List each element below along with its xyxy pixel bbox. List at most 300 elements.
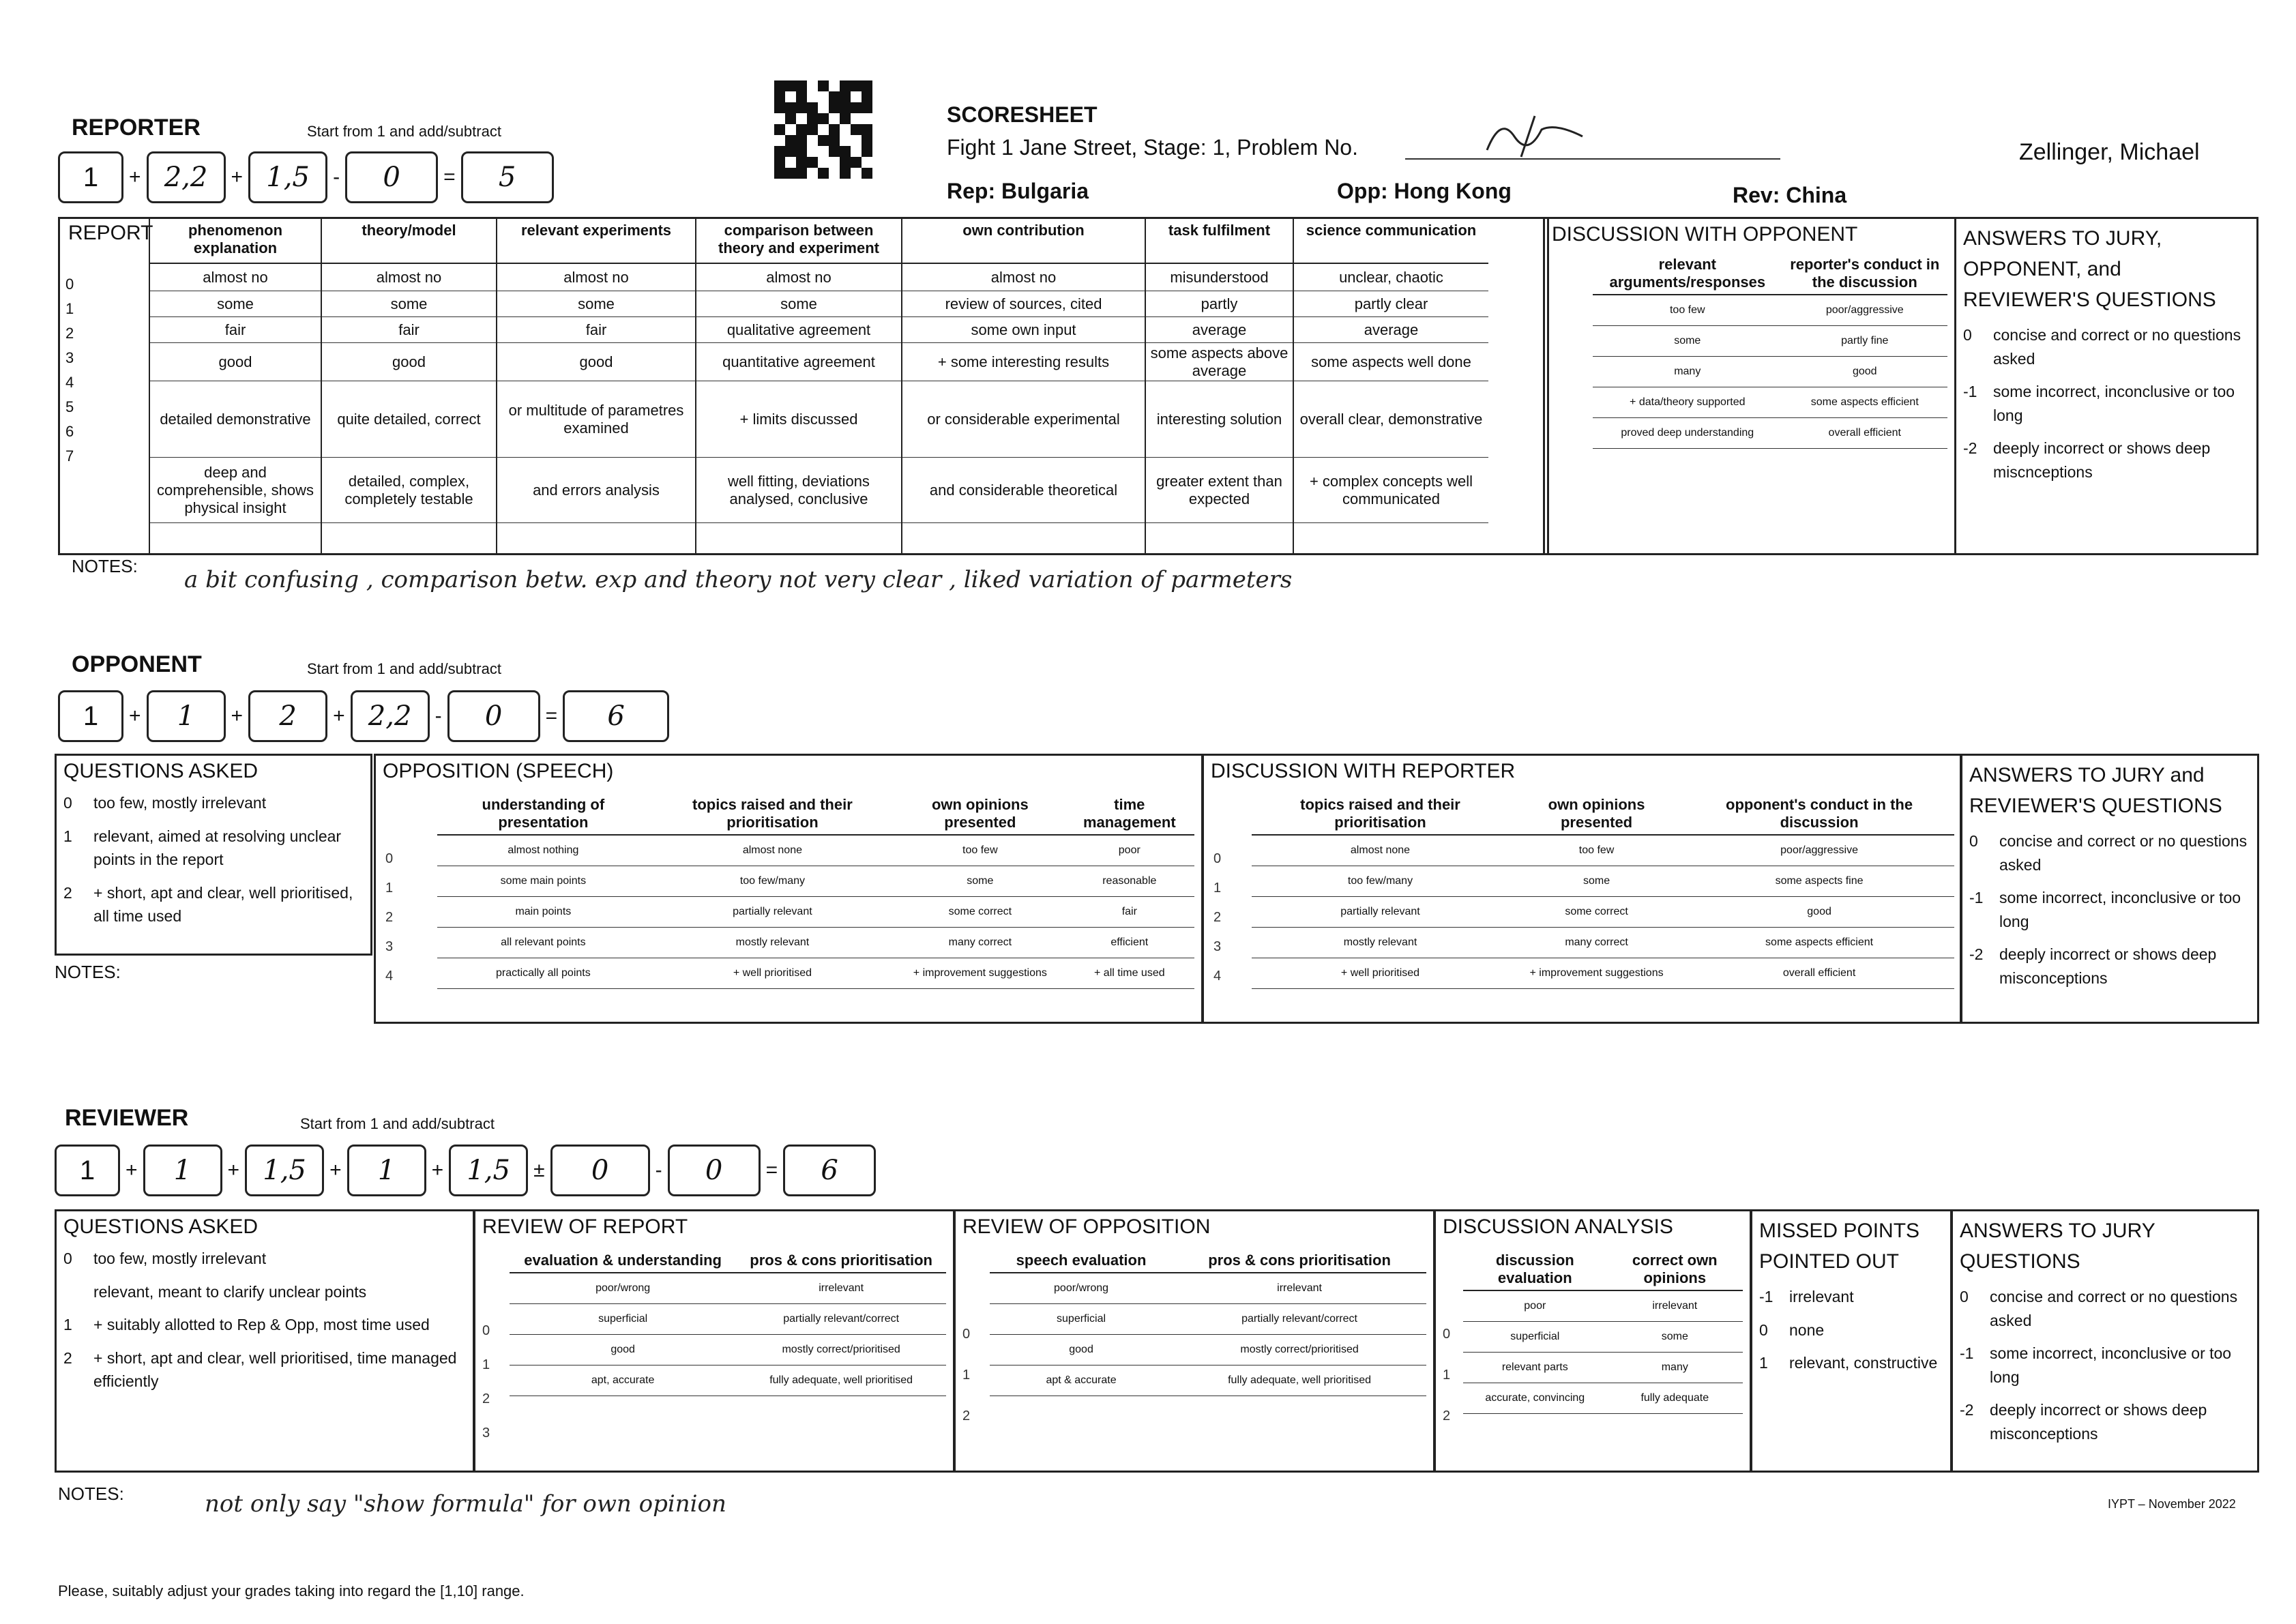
item-text: + short, apt and clear, well prioritised, all time used bbox=[93, 883, 353, 925]
table-cell[interactable]: partially relevant bbox=[1252, 897, 1509, 928]
score-box[interactable]: 0 bbox=[345, 151, 438, 203]
report-cell[interactable]: good bbox=[497, 343, 695, 381]
column-header: topics raised and their prioritisation bbox=[649, 793, 896, 835]
table-cell[interactable]: reasonable bbox=[1065, 866, 1194, 897]
table-row bbox=[437, 866, 1194, 897]
report-cell[interactable]: detailed, complex, completely testable bbox=[322, 458, 496, 523]
table-cell[interactable]: efficient bbox=[1065, 928, 1194, 958]
table-row bbox=[437, 835, 1194, 866]
report-cell[interactable]: average bbox=[1294, 317, 1488, 343]
reviewer-start-hint: Start from 1 and add/subtract bbox=[300, 1115, 495, 1132]
report-cell[interactable]: or multitude of parametres examined bbox=[497, 381, 695, 458]
column-header: phenomenon explanation bbox=[150, 219, 321, 264]
qr-module bbox=[829, 157, 840, 168]
question-option[interactable] bbox=[63, 825, 364, 872]
table-row bbox=[1593, 295, 1947, 326]
table-row bbox=[1593, 357, 1947, 387]
qr-module bbox=[840, 91, 851, 102]
score-box[interactable]: 1 bbox=[147, 690, 226, 742]
discussion-analysis-title: DISCUSSION ANALYSIS bbox=[1443, 1215, 1673, 1238]
table-cell[interactable]: many bbox=[1593, 357, 1782, 387]
table-cell[interactable]: superficial bbox=[990, 1304, 1173, 1335]
report-cell[interactable]: misunderstood bbox=[1146, 264, 1293, 291]
table-cell[interactable]: almost nothing bbox=[437, 835, 649, 866]
item-text: concise and correct or no questions asked bbox=[1999, 832, 2248, 874]
report-cell[interactable]: partly clear bbox=[1294, 291, 1488, 317]
reviewer-notes[interactable]: not only say "show formula" for own opinion bbox=[205, 1490, 726, 1518]
table-cell[interactable]: + well prioritised bbox=[649, 958, 896, 989]
table-cell[interactable]: + data/theory supported bbox=[1593, 387, 1782, 418]
table-row bbox=[990, 1365, 1426, 1396]
report-cell[interactable]: overall clear, demonstrative bbox=[1294, 381, 1488, 458]
report-cell[interactable]: fair bbox=[497, 317, 695, 343]
item-score: 0 bbox=[1759, 1320, 1768, 1339]
column-header: discussion evaluation bbox=[1463, 1249, 1607, 1290]
answer-option[interactable] bbox=[1963, 437, 2250, 484]
report-cell[interactable]: and considerable theoretical bbox=[902, 458, 1145, 523]
table-cell[interactable]: main points bbox=[437, 897, 649, 928]
table-cell[interactable]: mostly correct/prioritised bbox=[736, 1335, 946, 1365]
table-cell[interactable]: good bbox=[510, 1335, 736, 1365]
item-text: deeply incorrect or shows deep miscnceptions bbox=[1993, 439, 2211, 481]
column-header: correct own opinions bbox=[1607, 1249, 1743, 1290]
item-text: relevant, aimed at resolving unclear points in the report bbox=[93, 827, 342, 868]
footer-note: Please, suitably adjust your grades taking into regard the [1,10] range. bbox=[58, 1582, 525, 1599]
qr-module bbox=[818, 102, 829, 113]
report-cell[interactable]: fair bbox=[322, 317, 496, 343]
table-cell[interactable]: good bbox=[990, 1335, 1173, 1365]
report-cell[interactable]: some aspects above average bbox=[1146, 343, 1293, 381]
qr-module bbox=[807, 157, 818, 168]
report-cell[interactable]: good bbox=[150, 343, 321, 381]
question-option[interactable] bbox=[63, 791, 364, 815]
answer-option[interactable] bbox=[1969, 943, 2250, 990]
table-cell[interactable]: too few bbox=[1593, 295, 1782, 326]
score-box[interactable]: 2,2 bbox=[351, 690, 430, 742]
item-score: -2 bbox=[1969, 945, 1984, 963]
table-cell[interactable]: too few/many bbox=[1252, 866, 1509, 897]
row-numbers: 0 1 2 3 4 bbox=[385, 851, 394, 984]
qr-module bbox=[785, 80, 796, 91]
review-of-report-panel bbox=[473, 1209, 955, 1473]
report-column bbox=[1293, 219, 1488, 553]
table-cell[interactable]: poor/aggressive bbox=[1684, 835, 1954, 866]
table-cell[interactable]: good bbox=[1684, 897, 1954, 928]
table-cell[interactable]: some bbox=[896, 866, 1065, 897]
column-header: comparison between theory and experiment bbox=[696, 219, 901, 264]
table-cell[interactable]: fully adequate, well prioritised bbox=[736, 1365, 946, 1396]
report-cell[interactable]: deep and comprehensible, shows physical insight bbox=[150, 458, 321, 523]
table-cell[interactable]: apt, accurate bbox=[510, 1365, 736, 1396]
report-cell[interactable]: average bbox=[1146, 317, 1293, 343]
score-box[interactable]: 1 bbox=[143, 1145, 222, 1196]
column-header: opponent's conduct in the discussion bbox=[1684, 793, 1954, 835]
table-cell[interactable]: partially relevant bbox=[649, 897, 896, 928]
qr-module bbox=[774, 135, 785, 146]
qr-module bbox=[807, 168, 818, 179]
table-cell[interactable]: partly fine bbox=[1782, 326, 1947, 357]
score-box[interactable]: 0 bbox=[550, 1145, 650, 1196]
qr-module bbox=[829, 135, 840, 146]
answers-title: ANSWERS TO JURY QUESTIONS bbox=[1960, 1220, 2155, 1273]
answer-option[interactable] bbox=[1969, 886, 2250, 933]
table-cell[interactable]: some aspects efficient bbox=[1782, 387, 1947, 418]
table-row bbox=[1463, 1290, 1743, 1322]
table-cell[interactable]: partially relevant/correct bbox=[1173, 1304, 1426, 1335]
item-text: relevant, meant to clarify unclear points bbox=[93, 1282, 367, 1301]
score-total-box[interactable]: 6 bbox=[783, 1145, 876, 1196]
table-cell[interactable]: + improvement suggestions bbox=[1509, 958, 1684, 989]
table-row bbox=[1252, 835, 1954, 866]
question-option[interactable] bbox=[63, 881, 364, 928]
table-cell[interactable]: mostly relevant bbox=[649, 928, 896, 958]
table-cell[interactable]: relevant parts bbox=[1463, 1353, 1607, 1383]
item-score: -1 bbox=[1759, 1288, 1773, 1305]
score-box[interactable]: 1,5 bbox=[248, 151, 327, 203]
column-header: pros & cons prioritisation bbox=[1173, 1249, 1426, 1273]
table-cell[interactable]: + well prioritised bbox=[1252, 958, 1509, 989]
table-row bbox=[1252, 958, 1954, 989]
score-operator: - bbox=[333, 166, 340, 188]
report-cell[interactable]: some aspects well done bbox=[1294, 343, 1488, 381]
table-cell[interactable]: poor bbox=[1463, 1290, 1607, 1322]
column-header: evaluation & understanding bbox=[510, 1249, 736, 1273]
qr-module bbox=[818, 80, 829, 91]
rep-team: Rep: Bulgaria bbox=[947, 179, 1089, 203]
qr-module bbox=[862, 102, 872, 113]
qr-module bbox=[840, 80, 851, 91]
form-version: IYPT – November 2022 bbox=[2108, 1497, 2236, 1511]
table-cell[interactable]: mostly correct/prioritised bbox=[1173, 1335, 1426, 1365]
column-header: own opinions presented bbox=[896, 793, 1065, 835]
qr-module bbox=[807, 146, 818, 157]
item-score bbox=[63, 1280, 87, 1304]
table-cell[interactable]: poor bbox=[1065, 835, 1194, 866]
answer-option[interactable] bbox=[1960, 1285, 2250, 1332]
table-cell[interactable]: overall efficient bbox=[1684, 958, 1954, 989]
table-header-row bbox=[437, 793, 1194, 835]
qr-module bbox=[774, 91, 785, 102]
report-table-label: REPORT bbox=[68, 222, 153, 244]
qr-module bbox=[796, 157, 807, 168]
report-cell[interactable]: some bbox=[150, 291, 321, 317]
table-cell[interactable]: too few/many bbox=[649, 866, 896, 897]
report-cell[interactable]: well fitting, deviations analysed, conclusive bbox=[696, 458, 901, 523]
table-cell[interactable]: poor/aggressive bbox=[1782, 295, 1947, 326]
item-score: 0 bbox=[63, 1250, 72, 1267]
column-header: reporter's conduct in the discussion bbox=[1782, 253, 1947, 295]
table-cell[interactable]: poor/wrong bbox=[990, 1273, 1173, 1304]
qr-module bbox=[785, 157, 796, 168]
table-cell[interactable]: many bbox=[1607, 1353, 1743, 1383]
item-score: 1 bbox=[63, 1316, 72, 1333]
rev-team: Rev: China bbox=[1733, 183, 1847, 207]
score-box[interactable]: 1 bbox=[58, 690, 123, 742]
qr-module bbox=[796, 168, 807, 179]
table-cell[interactable]: some main points bbox=[437, 866, 649, 897]
qr-module bbox=[862, 113, 872, 124]
opponent-notes-label: NOTES: bbox=[55, 962, 121, 982]
table-cell[interactable]: fully adequate bbox=[1607, 1383, 1743, 1414]
table-cell[interactable]: some bbox=[1607, 1322, 1743, 1353]
column-header: task fulfilment bbox=[1146, 219, 1293, 264]
item-text: deeply incorrect or shows deep misconceptions bbox=[1999, 945, 2217, 987]
item-text: too few, mostly irrelevant bbox=[93, 794, 267, 812]
table-cell[interactable]: apt & accurate bbox=[990, 1365, 1173, 1396]
opponent-questions-panel bbox=[55, 754, 372, 956]
qr-module bbox=[774, 113, 785, 124]
reporter-notes[interactable]: a bit confusing , comparison betw. exp and theory not very clear , liked variation of parmeters bbox=[184, 566, 1293, 593]
report-column bbox=[149, 219, 321, 553]
reviewer-notes-label: NOTES: bbox=[58, 1483, 124, 1504]
report-cell[interactable]: quite detailed, correct bbox=[322, 381, 496, 458]
question-option[interactable] bbox=[63, 1346, 466, 1393]
report-cell[interactable]: unclear, chaotic bbox=[1294, 264, 1488, 291]
table-row bbox=[1463, 1383, 1743, 1414]
qr-module bbox=[818, 168, 829, 179]
table-cell[interactable]: fully adequate, well prioritised bbox=[1173, 1365, 1426, 1396]
report-cell[interactable]: almost no bbox=[150, 264, 321, 291]
score-total-box[interactable]: 5 bbox=[461, 151, 554, 203]
questions-title: QUESTIONS ASKED bbox=[63, 1215, 259, 1238]
score-box[interactable]: 1,5 bbox=[245, 1145, 324, 1196]
score-box[interactable]: 1,5 bbox=[449, 1145, 528, 1196]
report-cell[interactable]: some bbox=[497, 291, 695, 317]
table-row bbox=[1593, 326, 1947, 357]
qr-module bbox=[818, 113, 829, 124]
score-box[interactable]: 0 bbox=[447, 690, 540, 742]
score-operator: + bbox=[231, 166, 244, 188]
column-header: time management bbox=[1065, 793, 1194, 835]
table-cell[interactable]: superficial bbox=[510, 1304, 736, 1335]
item-text: some incorrect, inconclusive or too long bbox=[1993, 383, 2235, 424]
score-operator: + bbox=[329, 1159, 342, 1181]
item-text: relevant, constructive bbox=[1789, 1354, 1938, 1372]
qr-module bbox=[851, 113, 862, 124]
opp-team: Opp: Hong Kong bbox=[1337, 179, 1512, 203]
item-score: -1 bbox=[1960, 1344, 1974, 1362]
report-cell[interactable]: detailed demonstrative bbox=[150, 381, 321, 458]
qr-module bbox=[840, 113, 851, 124]
table-cell[interactable]: fair bbox=[1065, 897, 1194, 928]
answer-option[interactable] bbox=[1963, 380, 2250, 427]
item-score: -2 bbox=[1963, 439, 1977, 457]
table-row bbox=[1593, 387, 1947, 418]
table-cell[interactable]: good bbox=[1782, 357, 1947, 387]
table-cell[interactable]: mostly relevant bbox=[1252, 928, 1509, 958]
table-header-row bbox=[1252, 793, 1954, 835]
qr-module bbox=[807, 113, 818, 124]
missed-points-title: MISSED POINTS POINTED OUT bbox=[1759, 1220, 1920, 1273]
score-operator: = bbox=[443, 166, 456, 188]
qr-module bbox=[807, 91, 818, 102]
table-cell[interactable]: poor/wrong bbox=[510, 1273, 736, 1304]
question-option[interactable] bbox=[63, 1313, 466, 1337]
qr-module bbox=[807, 135, 818, 146]
missed-point-option[interactable] bbox=[1759, 1351, 1943, 1375]
report-column bbox=[901, 219, 1145, 553]
qr-module bbox=[862, 168, 872, 179]
score-operator: = bbox=[545, 705, 558, 727]
table-cell[interactable]: superficial bbox=[1463, 1322, 1607, 1353]
table-cell[interactable]: some aspects fine bbox=[1684, 866, 1954, 897]
column-header: relevant arguments/responses bbox=[1593, 253, 1782, 295]
report-cell[interactable]: review of sources, cited bbox=[902, 291, 1145, 317]
score-box[interactable]: 1 bbox=[55, 1145, 120, 1196]
opponent-title: OPPONENT bbox=[72, 651, 202, 677]
reviewer-score-row bbox=[55, 1145, 876, 1196]
table-cell[interactable]: accurate, convincing bbox=[1463, 1383, 1607, 1414]
column-header: theory/model bbox=[322, 219, 496, 264]
report-cell[interactable]: interesting solution bbox=[1146, 381, 1293, 458]
column-header: understanding of presentation bbox=[437, 793, 649, 835]
table-cell[interactable]: many correct bbox=[896, 928, 1065, 958]
score-operator: + bbox=[129, 166, 141, 188]
reporter-title: REPORTER bbox=[72, 115, 201, 141]
table-cell[interactable]: some correct bbox=[896, 897, 1065, 928]
answers-title: ANSWERS TO JURY and REVIEWER'S QUESTIONS bbox=[1969, 764, 2222, 817]
answer-option[interactable] bbox=[1960, 1398, 2250, 1445]
column-header: pros & cons prioritisation bbox=[736, 1249, 946, 1273]
item-text: + short, apt and clear, well prioritised, time managed efficiently bbox=[93, 1348, 457, 1390]
table-row bbox=[1463, 1322, 1743, 1353]
report-cell[interactable]: some bbox=[696, 291, 901, 317]
table-cell[interactable]: + improvement suggestions bbox=[896, 958, 1065, 989]
item-score: 2 bbox=[63, 1348, 72, 1367]
score-operator: ± bbox=[533, 1159, 545, 1181]
table-header-row bbox=[1463, 1249, 1743, 1290]
opponent-score-row bbox=[58, 690, 669, 742]
report-cell[interactable]: quantitative agreement bbox=[696, 343, 901, 381]
item-score: -2 bbox=[1960, 1401, 1974, 1419]
table-cell[interactable]: too few bbox=[1509, 835, 1684, 866]
column-header: topics raised and their prioritisation bbox=[1252, 793, 1509, 835]
item-score: 0 bbox=[1969, 832, 1978, 850]
qr-module bbox=[785, 135, 796, 146]
qr-module bbox=[829, 91, 840, 102]
qr-module bbox=[851, 168, 862, 179]
question-option[interactable] bbox=[63, 1247, 466, 1271]
answer-option[interactable] bbox=[1960, 1342, 2250, 1389]
report-cell[interactable]: + limits discussed bbox=[696, 381, 901, 458]
score-box[interactable]: 1 bbox=[347, 1145, 426, 1196]
report-cell[interactable]: partly bbox=[1146, 291, 1293, 317]
report-cell[interactable]: some bbox=[322, 291, 496, 317]
report-cell[interactable]: fair bbox=[150, 317, 321, 343]
table-cell[interactable]: some aspects efficient bbox=[1684, 928, 1954, 958]
report-cell[interactable]: + some interesting results bbox=[902, 343, 1145, 381]
table-cell[interactable]: partially relevant/correct bbox=[736, 1304, 946, 1335]
report-column bbox=[496, 219, 695, 553]
table-cell[interactable]: too few bbox=[896, 835, 1065, 866]
score-total-box[interactable]: 6 bbox=[563, 690, 669, 742]
table-cell[interactable]: some bbox=[1509, 866, 1684, 897]
score-box[interactable]: 1 bbox=[58, 151, 123, 203]
qr-module bbox=[829, 124, 840, 135]
score-box[interactable]: 0 bbox=[668, 1145, 761, 1196]
column-header: speech evaluation bbox=[990, 1249, 1173, 1273]
table-row bbox=[510, 1304, 946, 1335]
reviewer-title: REVIEWER bbox=[65, 1105, 189, 1131]
question-option[interactable] bbox=[63, 1280, 466, 1304]
report-column bbox=[321, 219, 496, 553]
qr-module bbox=[807, 124, 818, 135]
report-cell[interactable]: almost no bbox=[902, 264, 1145, 291]
qr-module bbox=[851, 157, 862, 168]
discussion-with-opponent-panel bbox=[1543, 217, 1956, 555]
qr-module bbox=[840, 157, 851, 168]
table-cell[interactable]: many correct bbox=[1509, 928, 1684, 958]
table-row bbox=[1252, 928, 1954, 958]
table-cell[interactable]: + all time used bbox=[1065, 958, 1194, 989]
table-cell[interactable]: some correct bbox=[1509, 897, 1684, 928]
column-header: science communication bbox=[1294, 219, 1488, 264]
score-box[interactable]: 2 bbox=[248, 690, 327, 742]
table-cell[interactable]: some bbox=[1593, 326, 1782, 357]
report-cell[interactable]: some own input bbox=[902, 317, 1145, 343]
score-box[interactable]: 2,2 bbox=[147, 151, 226, 203]
item-score: 2 bbox=[63, 883, 72, 902]
report-cell[interactable]: qualitative agreement bbox=[696, 317, 901, 343]
answer-option[interactable] bbox=[1969, 829, 2250, 876]
report-cell[interactable]: + complex concepts well communicated bbox=[1294, 458, 1488, 523]
score-operator: + bbox=[333, 705, 345, 727]
qr-module bbox=[818, 135, 829, 146]
missed-point-option[interactable] bbox=[1759, 1318, 1943, 1342]
qr-module bbox=[807, 102, 818, 113]
report-column bbox=[695, 219, 901, 553]
report-cell[interactable]: and errors analysis bbox=[497, 458, 695, 523]
report-cell[interactable]: almost no bbox=[497, 264, 695, 291]
row-numbers: 0 1 2 3 bbox=[482, 1323, 490, 1441]
missed-point-option[interactable] bbox=[1759, 1285, 1943, 1309]
report-cell[interactable]: or considerable experimental bbox=[902, 381, 1145, 458]
item-score: -1 bbox=[1969, 889, 1984, 906]
qr-module bbox=[774, 146, 785, 157]
qr-module bbox=[829, 113, 840, 124]
qr-module bbox=[774, 168, 785, 179]
score-operator: + bbox=[227, 1159, 240, 1181]
report-cell[interactable]: greater extent than expected bbox=[1146, 458, 1293, 523]
table-cell[interactable]: irrelevant bbox=[1607, 1290, 1743, 1322]
report-cell[interactable]: good bbox=[322, 343, 496, 381]
qr-module bbox=[796, 80, 807, 91]
report-cell[interactable]: almost no bbox=[696, 264, 901, 291]
item-text: irrelevant bbox=[1789, 1288, 1854, 1305]
answer-option[interactable] bbox=[1963, 323, 2250, 370]
qr-module bbox=[818, 146, 829, 157]
qr-module bbox=[862, 157, 872, 168]
qr-module bbox=[851, 124, 862, 135]
table-header-row bbox=[990, 1249, 1426, 1273]
table-cell[interactable]: irrelevant bbox=[1173, 1273, 1426, 1304]
table-cell[interactable]: irrelevant bbox=[736, 1273, 946, 1304]
table-cell[interactable]: proved deep understanding bbox=[1593, 418, 1782, 449]
table-cell[interactable]: overall efficient bbox=[1782, 418, 1947, 449]
reviewer-answers-panel bbox=[1951, 1209, 2259, 1473]
qr-module bbox=[818, 124, 829, 135]
table-cell[interactable]: all relevant points bbox=[437, 928, 649, 958]
report-cell[interactable]: almost no bbox=[322, 264, 496, 291]
table-cell[interactable]: almost none bbox=[1252, 835, 1509, 866]
review-opposition-title: REVIEW OF OPPOSITION bbox=[962, 1215, 1211, 1238]
table-cell[interactable]: almost none bbox=[649, 835, 896, 866]
table-cell[interactable]: practically all points bbox=[437, 958, 649, 989]
missed-points-panel bbox=[1750, 1209, 1952, 1473]
reporter-notes-label: NOTES: bbox=[72, 556, 138, 576]
qr-module bbox=[818, 91, 829, 102]
qr-module bbox=[840, 168, 851, 179]
